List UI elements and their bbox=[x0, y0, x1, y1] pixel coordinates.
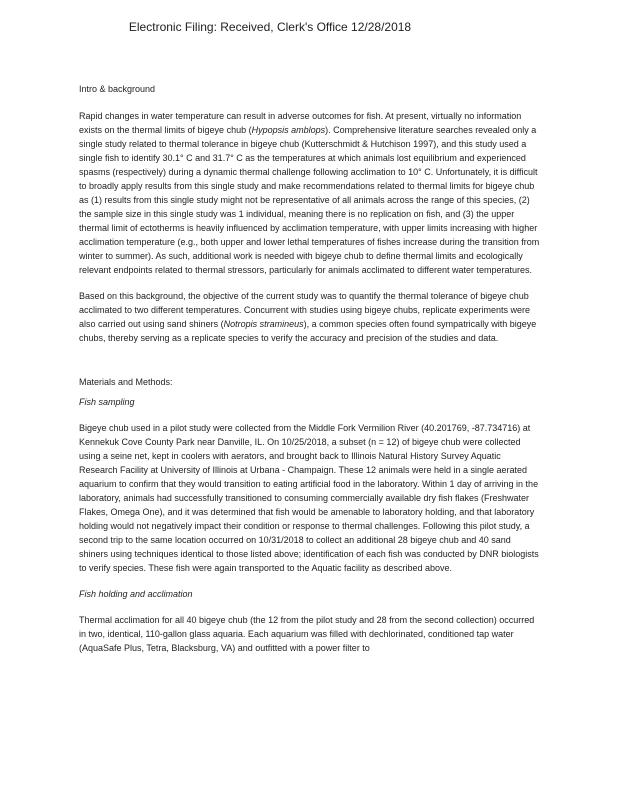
fish-sampling-paragraph: Bigeye chub used in a pilot study were collected from the Middle Fork Vermilion River (40.201769, -87.734716) at Kennekuk Cove County Park near Danville, IL. On 10/25/2018, a subset (n = 12) of bigeye chub were collected using a seine net, kept in coolers with aerators, and brought back to Illinois Natural History Survey Aquatic Research Facility at University of Illinois at Urbana - Champaign. These 12 animals were held in a single aerated aquarium to confirm that they would transition to eating artificial food in the laboratory. Within 1 day of arriving in the laboratory, animals had successfully transitioned to consuming commercially available dry fish flakes (Freshwater Flakes, Omega One), and it was determined that fish would be amenable to laboratory holding, and that laboratory holding would not negatively impact their condition or response to thermal challenges. Following this pilot study, a second trip to the same location occurred on 10/31/2018 to collect an additional 28 bigeye chub and 40 sand shiners using techniques identical to those listed above; identification of each fish was conducted by DNR biologists to verify species. These fish were again transported to the Aquatic facility as described above. bbox=[79, 423, 539, 573]
intro-p2-species: Notropis stramineus bbox=[223, 319, 304, 329]
intro-p2-text-a: Based on this background, the objective of the current study was to quantify the thermal tolerance of bigeye chub acclimated to two different temperatures. Concurrent with studies using bigeye chubs, replicate experiments were also carried out using sand shiners ( bbox=[79, 291, 531, 329]
intro-heading: Intro & background bbox=[79, 84, 156, 94]
fish-sampling-heading: Fish sampling bbox=[79, 397, 135, 407]
methods-heading: Materials and Methods: bbox=[79, 377, 173, 387]
section-spacer bbox=[79, 357, 541, 375]
intro-p1-species: Hypopsis amblops bbox=[251, 125, 326, 135]
intro-p1-text-b: ). Comprehensive literature searches revealed only a single study related to thermal tolerance in bigeye chub (Kutterschmidt & Hutchison 1997), and this study used a single fish to identify 30.1° C and 31.7° C as the temperatures at which animals lost equilibrium and experienced spasms (respectively) during a dynamic thermal challenge following acclimation to 10° C. Unfortunately, it is difficult to broadly apply results from this single study and make recommendations related to thermal limits for bigeye chub as (1) results from this single study might not be representative of all animals across the range of this species, (2) the sample size in this single study was 1 individual, meaning there is no replication on fish, and (3) the upper thermal limit of ectotherms is heavily influenced by acclimation temperature, with upper limits increasing with higher acclimation temperature (e.g., both upper and lower lethal temperatures of fishes increase during the transition from winter to summer). As such, additional work is needed with bigeye chub to define thermal limits and ecologically relevant endpoints related to thermal stressors, particularly for animals acclimated to different water temperatures. bbox=[79, 125, 540, 275]
filing-header: Electronic Filing: Received, Clerk's Office 12/28/2018 bbox=[128, 20, 412, 34]
intro-paragraph-1 bbox=[79, 109, 541, 277]
intro-p2-text-b: ), a common species often found sympatrically with bigeye chubs, thereby serving as a replicate species to verify the accuracy and precision of the studies and data. bbox=[79, 319, 537, 343]
fish-holding-heading: Fish holding and acclimation bbox=[79, 589, 193, 599]
intro-paragraph-2 bbox=[79, 289, 541, 345]
document-body bbox=[79, 82, 541, 667]
intro-p1-text-a: Rapid changes in water temperature can result in adverse outcomes for fish. At present, virtually no information exists on the thermal limits of bigeye chub ( bbox=[79, 111, 522, 135]
fish-holding-paragraph: Thermal acclimation for all 40 bigeye chub (the 12 from the pilot study and 28 from the second collection) occurred in two, identical, 110-gallon glass aquaria. Each aquarium was filled with dechlorinated, conditioned tap water (AquaSafe Plus, Tetra, Blacksburg, VA) and outfitted with a power filter to bbox=[79, 615, 535, 653]
